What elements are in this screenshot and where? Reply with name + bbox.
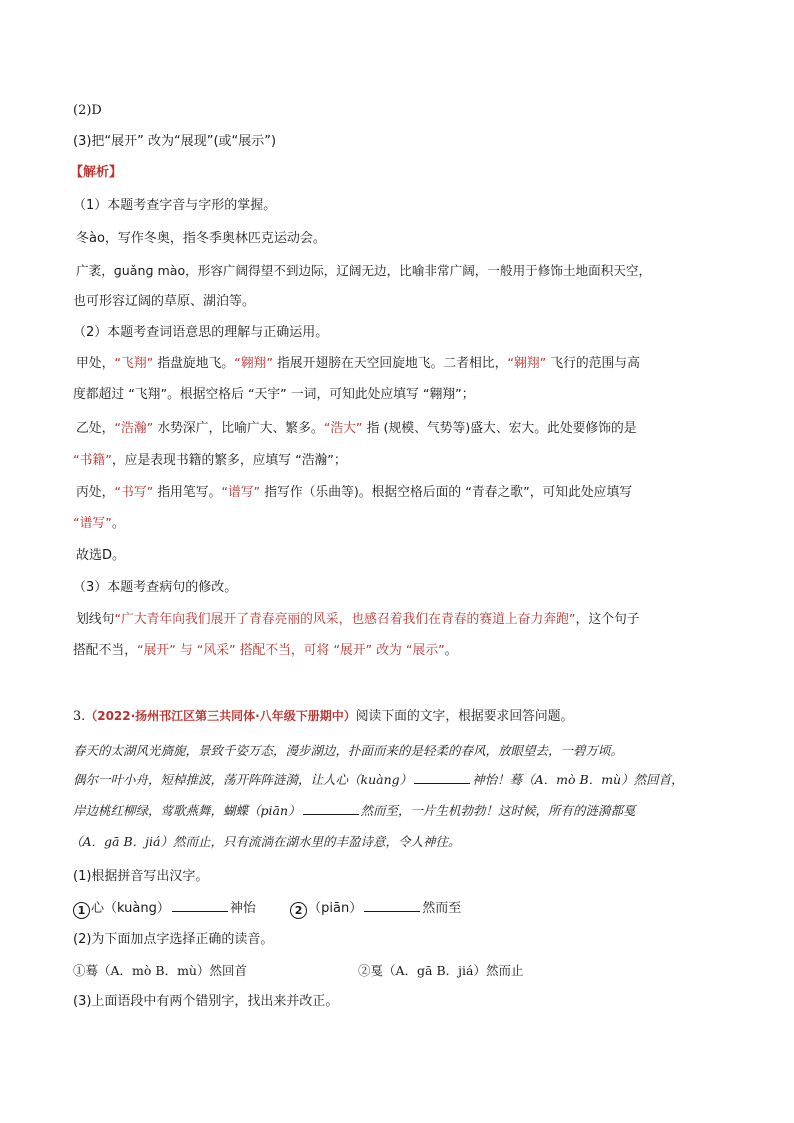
text: 丙处， (76, 485, 115, 500)
text: 乙处， (76, 421, 115, 436)
analysis-heading: 【解析】 (70, 165, 123, 180)
circled-number: 1 (73, 902, 90, 919)
circled-number: 2 (290, 902, 307, 919)
analysis-yi-line1 (76, 420, 637, 438)
text: 指写作（乐曲等)。根据空格后面的 “青春之歌”，可知此处应填写 (260, 485, 633, 500)
highlight-term: “翱翔” (507, 356, 547, 371)
subquestion-1: (1)根据拼音写出汉字。 (73, 869, 209, 884)
analysis-p2-title: （2）本题考查词语意思的理解与正确运用。 (73, 325, 329, 340)
highlight-term: “浩大” (323, 421, 363, 436)
text: 然而至，一片生机勃勃！这时候，所有的涟漪都戛 (360, 803, 636, 818)
highlight-sentence: “展开” 与 “风采” 搭配不当，可将 “展开” 改为 “展示” (136, 643, 445, 658)
subquestion-2-item-2: ②戛（A．gā B．jiá）然而止 (358, 963, 524, 978)
question-header (73, 707, 573, 726)
text: ，应是表现书籍的繁多，应填写 “浩瀚”； (111, 453, 347, 468)
text: 心（kuàng） (91, 901, 170, 916)
text: 然而至 (422, 901, 462, 916)
subquestion-1-items (73, 899, 461, 919)
analysis-p1-line1: 冬ào，写作冬奥，指冬季奥林匹克运动会。 (76, 231, 326, 246)
question-source: （2022·扬州邗江区第三共同体·八年级下册期中） (85, 709, 356, 723)
text: 神怡！蓦（A．mò B．mù）然回首， (472, 772, 684, 787)
text: 指展开翅膀在天空回旋地飞。二者相比， (272, 356, 508, 371)
text: 。 (444, 643, 458, 658)
highlight-term: “书籍” (73, 453, 112, 468)
text: ，这个句子 (575, 612, 640, 627)
analysis-p3-line2 (73, 642, 458, 660)
highlight-term: “谱写” (221, 485, 261, 500)
analysis-choose: 故选D。 (76, 548, 126, 563)
text: 搭配不当， (73, 643, 137, 658)
answer-blank[interactable] (414, 771, 470, 784)
passage-line-4: （A．gā B．jiá）然而止，只有流淌在湖水里的丰盈诗意，令人神往。 (70, 834, 461, 849)
question-number: 3. (73, 709, 86, 724)
text: （piān） (308, 901, 363, 916)
answer-2: (2)D (73, 103, 102, 118)
analysis-jia-line1 (76, 355, 640, 373)
text: 神怡 (229, 901, 256, 916)
answer-blank[interactable] (172, 899, 228, 912)
passage-line-3 (73, 802, 636, 820)
analysis-p1-title: （1）本题考查字音与字形的掌握。 (73, 198, 277, 213)
highlight-term: “谱写” (73, 516, 112, 531)
text: 指盘旋地飞。 (153, 356, 235, 371)
text: 。 (111, 516, 125, 531)
analysis-yi-line2 (73, 452, 347, 470)
subquestion-3: (3)上面语段中有两个错别字，找出来并改正。 (73, 994, 339, 1009)
analysis-p1-line3: 也可形容辽阔的草原、湖泊等。 (73, 294, 256, 309)
question-prompt: 阅读下面的文字，根据要求回答问题。 (355, 709, 574, 724)
passage-line-1: 春天的太湖风光旖旎，景致千姿万态，漫步湖边，扑面而来的是轻柔的春风，放眼望去，一碧万顷。 (73, 743, 624, 758)
analysis-p3-line1 (76, 611, 640, 629)
passage-line-2 (73, 771, 684, 789)
subquestion-2: (2)为下面加点字选择正确的读音。 (73, 932, 274, 947)
highlight-sentence: “广大青年向我们展开了青春亮丽的风采，也感召着我们在青春的赛道上奋力奔跑” (114, 612, 576, 627)
highlight-term: “飞翔” (114, 356, 154, 371)
text: 甲处， (76, 356, 115, 371)
text: 划线句 (76, 612, 115, 627)
subquestion-2-item-1: ①蓦（A．mò B．mù）然回首 (73, 963, 247, 978)
answer-blank[interactable] (303, 802, 359, 815)
analysis-p3-title: （3）本题考查病句的修改。 (73, 580, 238, 595)
analysis-p1-line2: 广袤，ɡuǎnɡ mào，形容广阔得望不到边际，辽阔无边，比喻非常广阔，一般用于修饰土地面积天空， (76, 263, 652, 278)
text: 飞行的范围与高 (546, 356, 640, 371)
highlight-term: “翱翔” (234, 356, 273, 371)
highlight-term: “浩瀚” (114, 421, 154, 436)
analysis-bing-line2 (73, 515, 125, 533)
answer-blank[interactable] (364, 899, 420, 912)
text: 指 (规模、气势等)盛大、宏大。此处要修饰的是 (362, 421, 637, 436)
text: 水势深广，比喻广大、繁多。 (153, 421, 324, 436)
text: 岸边桃红柳绿，莺歌燕舞，蝴蝶（piān） (73, 803, 301, 818)
highlight-term: “书写” (114, 485, 154, 500)
answer-3: (3)把“展开” 改为“展现”(或“展示”) (73, 134, 277, 149)
text: 指用笔写。 (153, 485, 222, 500)
analysis-bing-line1 (76, 484, 632, 502)
text: 偶尔一叶小舟，短棹推波，荡开阵阵涟漪，让人心（kuàng） (73, 772, 413, 787)
analysis-jia-line2: 度都超过 “飞翔”。根据空格后 “天宇” 一词，可知此处应填写 “翱翔”； (73, 387, 475, 402)
